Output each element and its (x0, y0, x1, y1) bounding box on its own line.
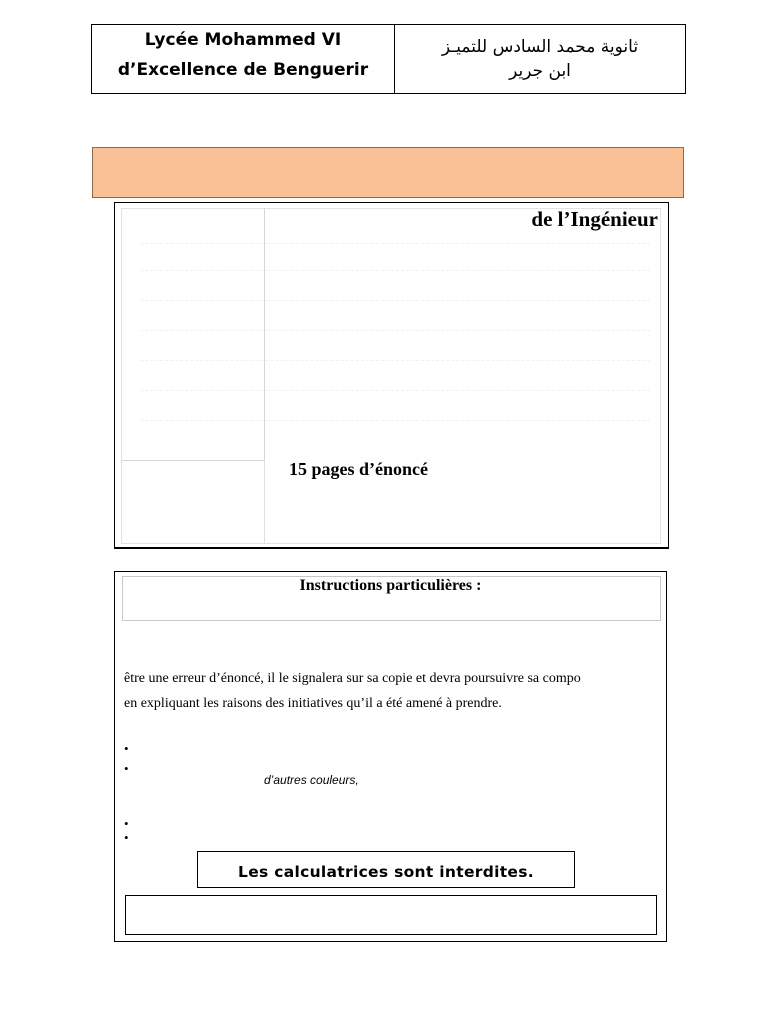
faint-line (140, 243, 650, 244)
title-banner (92, 147, 684, 198)
instruction-line: être une erreur d’énoncé, il le signalera sur sa copie et devra poursuivre sa compo (124, 671, 581, 686)
exam-title-fragment: de l’Ingénieur (531, 207, 658, 231)
school-name-ar-line2: ابن جرير (509, 61, 571, 81)
faint-line (140, 390, 650, 391)
school-name-fr-line2: d’Excellence de Benguerir (117, 60, 369, 80)
faint-divider (264, 460, 265, 544)
instruction-line: en expliquant les raisons des initiatives qu’il a été amené à prendre. (124, 696, 502, 711)
faint-line (140, 300, 650, 301)
calculators-notice: Les calculatrices sont interdites. (197, 851, 575, 888)
instructions-title: Instructions particulières : (299, 577, 482, 594)
faint-logo-area (121, 208, 265, 461)
page-count: 15 pages d’énoncé (289, 459, 428, 479)
school-header (91, 24, 686, 94)
school-name-ar (395, 25, 685, 93)
faint-line (140, 330, 650, 331)
faint-line (140, 270, 650, 271)
school-name-ar-line1: ثانوية محمد السادس للتميـز (441, 37, 639, 57)
school-name-fr-line1: Lycée Mohammed VI (144, 30, 342, 50)
faint-line (140, 360, 650, 361)
empty-box (125, 895, 657, 935)
colors-note: d’autres couleurs, (264, 773, 359, 787)
school-name-fr (92, 25, 395, 93)
bullet-point: • (124, 816, 129, 831)
bullet-point: • (124, 761, 129, 776)
bullet-point: • (124, 741, 129, 756)
bullet-point: • (124, 830, 129, 845)
faint-line (140, 420, 650, 421)
